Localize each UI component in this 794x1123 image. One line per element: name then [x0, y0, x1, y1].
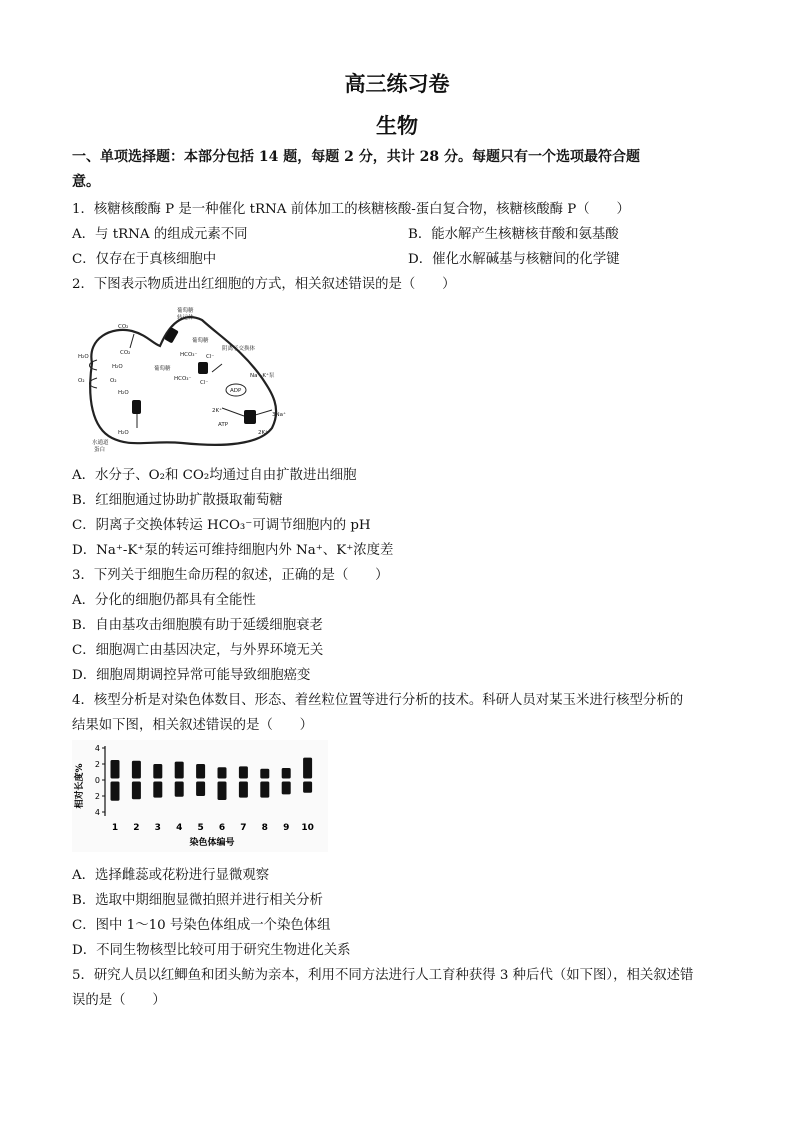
chromosome-short-arm [260, 769, 269, 779]
chromosome-long-arm [218, 782, 227, 801]
y-tick-label: 0 [94, 776, 100, 785]
label-adp: ADP [230, 388, 242, 394]
q1-option-b: B．能水解产生核糖核苷酸和氨基酸 [408, 227, 619, 242]
q2-option-c: C．阴离子交换体转运 HCO₃⁻可调节细胞内的 pH [72, 518, 371, 533]
label-h2o-left2: H₂O [112, 364, 123, 370]
label-hco3-b: HCO₃⁻ [174, 376, 192, 382]
x-tick-label: 2 [133, 823, 140, 833]
chromosome-short-arm [132, 761, 141, 779]
q3-option-c: C．细胞凋亡由基因决定，与外界环境无关 [72, 643, 324, 658]
chromosome-long-arm [260, 782, 269, 798]
x-tick-label: 4 [176, 823, 183, 833]
page-title: 高三练习卷 [344, 71, 450, 96]
y-tick-label: 2 [94, 760, 100, 769]
y-tick-label: 4 [94, 808, 100, 817]
q4-option-d: D．不同生物核型比较可用于研究生物进化关系 [72, 943, 351, 958]
label-o2-a: O₂ [78, 378, 85, 384]
question-1-stem: 1．核糖核酸酶 P 是一种催化 tRNA 前体加工的核糖核酸-蛋白复合物，核糖核酸酶 P（ ） [72, 202, 630, 217]
q2-option-b: B．红细胞通过协助扩散摄取葡萄糖 [72, 493, 283, 508]
anion-arrow [212, 364, 222, 372]
chromosome-long-arm [153, 782, 162, 798]
x-tick-label: 5 [197, 823, 204, 833]
label-co2-mid: CO₂ [120, 350, 131, 356]
question-4-stem: 4．核型分析是对染色体数目、形态、着丝粒位置等进行分析的技术。科研人员对某玉米进行核型分析的 [72, 693, 684, 708]
chromosome-short-arm [282, 768, 291, 779]
chromosome-short-arm [218, 767, 227, 778]
chromosome-short-arm [196, 764, 205, 779]
label-co2-top: CO₂ [118, 324, 129, 330]
label-glut2: 转运体 [177, 315, 194, 321]
question-5-stem: 5．研究人员以红鲫鱼和团头鲂为亲本，利用不同方法进行人工育种获得 3 种后代（如下图），相关叙述错 [72, 968, 694, 983]
karyotype-figure [72, 740, 328, 856]
co2-arrow [130, 334, 134, 348]
k-arrow [222, 408, 244, 416]
chromosome-long-arm [239, 782, 248, 798]
q1-option-c: C．仅存在于真核细胞中 [72, 252, 217, 267]
q2-option-a: A．水分子、O₂和 CO₂均通过自由扩散进出细胞 [72, 468, 357, 483]
label-aquaporin: 水通道 [92, 440, 109, 446]
section-heading: 一、单项选择题：本部分包括 14 题，每题 2 分，共计 28 分。每题只有一个选项最符合题 [72, 149, 640, 165]
label-o2-b: O₂ [110, 378, 117, 384]
label-atp: ATP [218, 422, 229, 428]
label-glucose-b: 葡萄糖 [154, 366, 171, 372]
label-3na: 3Na⁺ [272, 412, 286, 418]
x-tick-label: 3 [154, 823, 161, 833]
label-2k-a: 2K⁺ [212, 408, 223, 414]
chromosome-short-arm [239, 766, 248, 778]
chromosome-long-arm [303, 782, 312, 793]
section-heading-cont: 意。 [72, 174, 100, 190]
label-glucose-a: 葡萄糖 [192, 338, 209, 344]
x-tick-label: 9 [283, 823, 290, 833]
label-glut: 葡萄糖 [177, 308, 194, 314]
q3-option-b: B．自由基攻击细胞膜有助于延缓细胞衰老 [72, 618, 323, 633]
question-5-stem-cont: 误的是（ ） [72, 993, 166, 1008]
karyotype-chart [72, 740, 328, 852]
chromosome-short-arm [153, 764, 162, 779]
label-aquaporin2: 蛋白 [94, 447, 106, 453]
x-tick-label: 7 [240, 823, 247, 833]
label-h2o-b: H₂O [118, 430, 129, 436]
chromosome-long-arm [175, 782, 184, 797]
q4-option-b: B．选取中期细胞显微拍照并进行相关分析 [72, 893, 323, 908]
q4-option-a: A．选择雌蕊或花粉进行显微观察 [72, 868, 270, 883]
chromosome-short-arm [303, 758, 312, 779]
label-nak-pump: Na⁺-K⁺泵 [250, 373, 275, 379]
chromosome-long-arm [132, 782, 141, 800]
karyotype-xlabel: 染色体编号 [189, 838, 235, 848]
anion-exchanger-protein [198, 362, 208, 374]
red-blood-cell-figure [72, 298, 302, 458]
q3-option-d: D．细胞周期调控异常可能导致细胞癌变 [72, 668, 311, 683]
chromosome-short-arm [111, 760, 120, 779]
x-tick-label: 1 [111, 823, 119, 833]
chromosome-long-arm [111, 782, 120, 801]
glucose-transporter [164, 327, 179, 344]
label-h2o-left1: H₂O [78, 354, 89, 360]
label-anion-exchanger: 阴离子交换体 [222, 346, 256, 352]
y-tick-label: 2 [94, 792, 100, 801]
label-2k-b: 2K⁺ [258, 430, 269, 436]
chromosome-long-arm [282, 782, 291, 795]
chromosome-long-arm [196, 782, 205, 797]
nak-pump-protein [244, 410, 256, 424]
karyotype-ylabel: 相对长度% [75, 763, 85, 809]
label-cl-a: Cl⁻ [206, 354, 215, 360]
x-tick-label: 6 [218, 823, 226, 833]
chromosome-short-arm [175, 762, 184, 779]
label-hco3-a: HCO₃⁻ [180, 352, 198, 358]
cell-membrane-diagram [72, 298, 302, 454]
subject-title: 生物 [376, 113, 418, 138]
x-tick-label: 10 [301, 823, 314, 833]
question-2-stem: 2．下图表示物质进出红细胞的方式，相关叙述错误的是（ ） [72, 277, 456, 292]
q1-option-a: A．与 tRNA 的组成元素不同 [72, 227, 248, 242]
y-tick-label: 4 [94, 744, 100, 753]
q4-option-c: C．图中 1～10 号染色体组成一个染色体组 [72, 918, 331, 933]
q1-option-d: D．催化水解碱基与核糖间的化学键 [408, 252, 620, 267]
x-tick-label: 8 [261, 823, 268, 833]
q2-option-d: D．Na⁺-K⁺泵的转运可维持细胞内外 Na⁺、K⁺浓度差 [72, 543, 394, 558]
q3-option-a: A．分化的细胞仍都具有全能性 [72, 593, 256, 608]
label-h2o-a: H₂O [118, 390, 129, 396]
question-4-stem-cont: 结果如下图，相关叙述错误的是（ ） [72, 718, 314, 733]
aquaporin-protein [132, 400, 141, 414]
question-3-stem: 3．下列关于细胞生命历程的叙述，正确的是（ ） [72, 568, 389, 583]
label-cl-b: Cl⁻ [200, 380, 209, 386]
